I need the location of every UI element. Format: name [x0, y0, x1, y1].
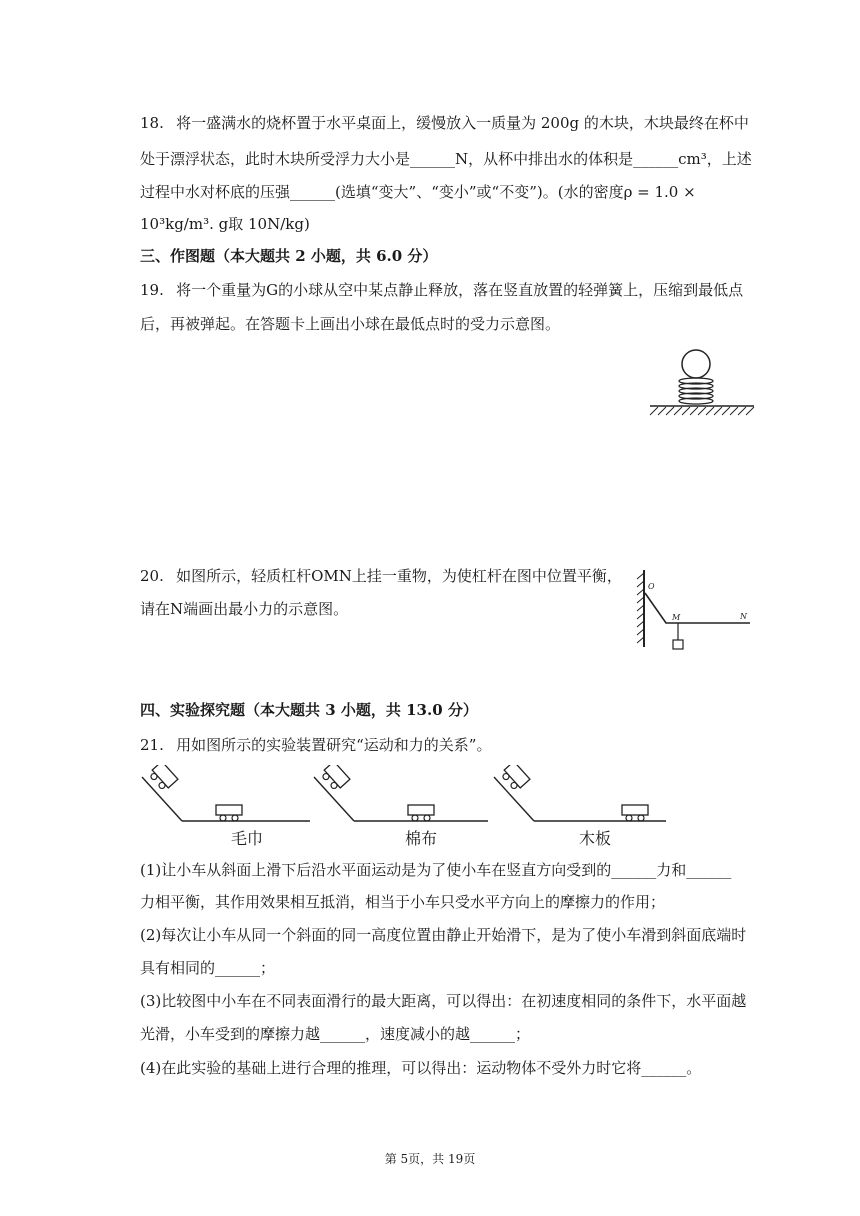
q21-part3-line1: (3)比较图中小车在不同表面滑行的最大距离，可以得出：在初速度相同的条件下，水平面越	[140, 992, 747, 1010]
q20-line1: 20. 如图所示，轻质杠杆OMN上挂一重物，为使杠杆在图中位置平衡，	[140, 567, 622, 585]
section-4-heading: 四、实验探究题（本大题共 3 小题，共 13.0 分）	[140, 701, 478, 719]
q18-line1: 18. 将一盛满水的烧杯置于水平桌面上，缓慢放入一质量为 200g 的木块，木块最终在杯中	[140, 114, 749, 132]
wall-hatching	[637, 573, 644, 643]
ball-shape	[682, 350, 710, 378]
q21-part1-line2: 力相平衡，其作用效果相互抵消，相当于小车只受水平方向上的摩擦力的作用；	[140, 893, 666, 911]
q18-line3: 过程中水对杯底的压强______(选填“变大”、“变小”或“不变”)。(水的密度ρ = 1.0 ×	[140, 183, 696, 201]
ground-hatching	[650, 407, 754, 415]
surface-label-board: 木板	[579, 829, 612, 848]
q18-line2: 处于漂浮状态，此时木块所受浮力大小是______N，从杯中排出水的体积是______cm³，上述	[140, 150, 752, 168]
q21-part4-line1: (4)在此实验的基础上进行合理的推理，可以得出：运动物体不受外力时它将______。	[140, 1059, 702, 1077]
label-n: N	[740, 612, 747, 621]
section-3-heading: 三、作图题（本大题共 2 小题，共 6.0 分）	[140, 247, 438, 265]
surface-label-towel: 毛巾	[231, 829, 264, 848]
lever-figure	[628, 565, 758, 660]
q19-line1: 19. 将一个重量为G的小球从空中某点静止释放，落在竖直放置的轻弹簧上，压缩到最低点	[140, 281, 744, 299]
q21-part2-line2: 具有相同的______；	[140, 959, 276, 977]
spring-coils	[679, 378, 713, 404]
ramp-figure-board	[492, 765, 668, 831]
lever-arm	[645, 593, 750, 623]
label-m: M	[672, 613, 681, 622]
q19-line2: 后，再被弹起。在答题卡上画出小球在最低点时的受力示意图。	[140, 315, 561, 333]
ramp-figure-cotton	[312, 765, 490, 831]
q21-intro: 21. 用如图所示的实验装置研究“运动和力的关系”。	[140, 736, 492, 754]
page-footer: 第 5页，共 19页	[384, 1152, 476, 1166]
q20-line2: 请在N端画出最小力的示意图。	[140, 600, 349, 618]
weight-block	[673, 640, 683, 649]
ramp-figure-towel	[140, 765, 312, 831]
ball-on-spring-figure	[648, 345, 758, 425]
q21-part3-line2: 光滑，小车受到的摩擦力越______，速度减小的越______；	[140, 1025, 531, 1043]
surface-label-cotton: 棉布	[405, 829, 438, 848]
q21-part1-line1: (1)让小车从斜面上滑下后沿水平面运动是为了使小车在竖直方向受到的______力和______	[140, 861, 732, 879]
q21-part2-line1: (2)每次让小车从同一个斜面的同一高度位置由静止开始滑下，是为了使小车滑到斜面底端时	[140, 926, 747, 944]
label-o: O	[648, 582, 655, 591]
q18-line4: 10³kg/m³. g取 10N/kg)	[140, 215, 310, 233]
